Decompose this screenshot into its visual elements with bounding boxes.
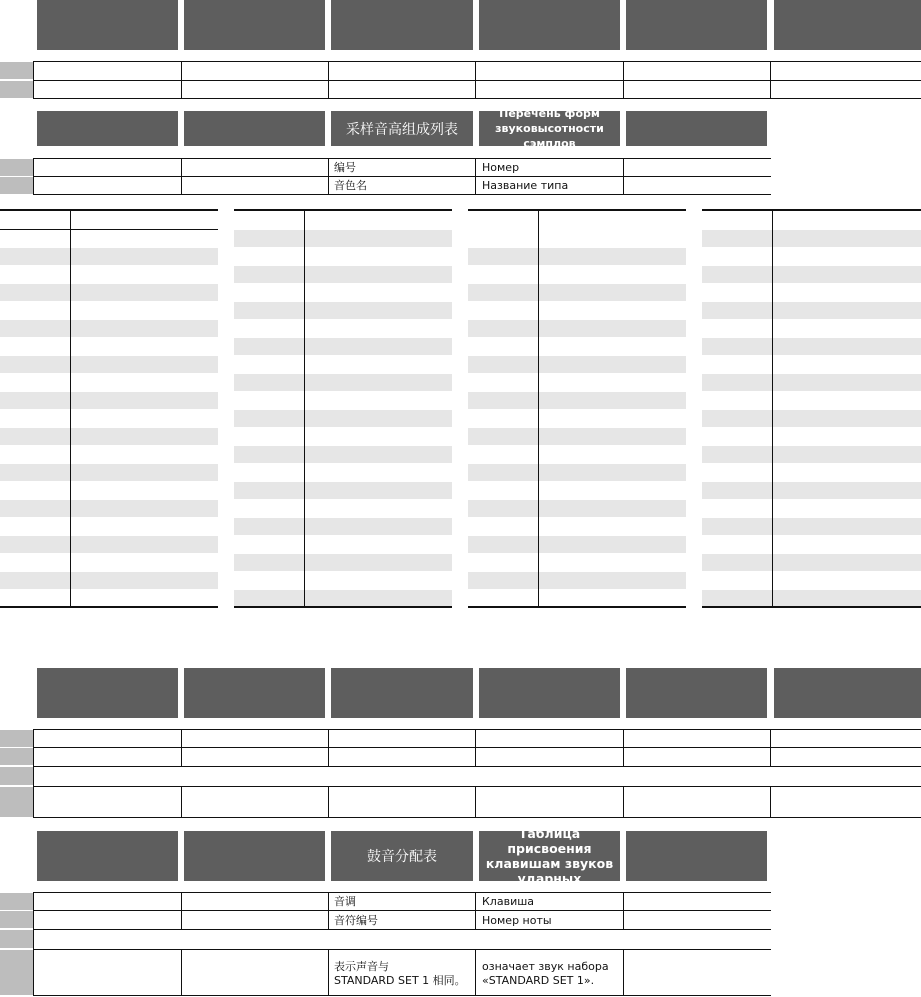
top-header-col-3 <box>331 0 473 50</box>
legend-key-zh: 音调 <box>334 895 356 908</box>
legend-same-as-standard-zh: 表示声音与 STANDARD SET 1 相同。 <box>334 960 466 987</box>
top-header-col-2 <box>184 0 325 50</box>
row-tab <box>0 950 33 995</box>
lower-header-col-6 <box>774 668 921 718</box>
drum-assign-title-zh: 鼓音分配表 <box>331 831 473 881</box>
legend-tone-name-zh: 音色名 <box>334 179 367 192</box>
lower-header-col-3 <box>331 668 473 718</box>
legend-same-as-standard-ru: означает звук набора «STANDARD SET 1». <box>482 960 609 987</box>
lower-header-col-4 <box>479 668 620 718</box>
legend-tone-name-ru: Название типа <box>482 179 569 192</box>
lower-header-col-1 <box>37 668 178 718</box>
lower-header-col-5 <box>626 668 767 718</box>
row-tab <box>0 911 33 928</box>
top-header-col-6 <box>774 0 921 50</box>
sample-header-col-1 <box>37 111 178 146</box>
sample-pitch-title-zh: 采样音高组成列表 <box>331 111 473 146</box>
legend-number-ru: Номер <box>482 161 520 174</box>
top-header-col-1 <box>37 0 178 50</box>
legend-note-number-ru: Номер ноты <box>482 914 552 927</box>
row-tab <box>0 767 33 785</box>
legend-number-zh: 编号 <box>334 161 356 174</box>
drum-header-col-2 <box>184 831 325 881</box>
row-tab <box>0 730 33 747</box>
row-tab <box>0 81 33 98</box>
sample-pitch-title-ru: Перечень форм звуковысотности сэмплов <box>479 111 620 146</box>
top-header-col-5 <box>626 0 767 50</box>
lower-header-col-2 <box>184 668 325 718</box>
row-tab <box>0 62 33 79</box>
legend-key-ru: Клавиша <box>482 895 535 908</box>
drum-assign-title-ru: Таблица присвоения клавишам звуков ударных <box>479 831 620 881</box>
drum-header-col-1 <box>37 831 178 881</box>
top-header-col-4 <box>479 0 620 50</box>
row-tab <box>0 787 33 817</box>
drum-header-col-5 <box>626 831 767 881</box>
row-tab <box>0 159 33 176</box>
legend-note-number-zh: 音符编号 <box>334 914 378 927</box>
row-tab <box>0 930 33 948</box>
sample-header-col-2 <box>184 111 325 146</box>
sample-header-col-5 <box>626 111 767 146</box>
row-tab <box>0 177 33 194</box>
row-tab <box>0 893 33 910</box>
row-tab <box>0 748 33 765</box>
